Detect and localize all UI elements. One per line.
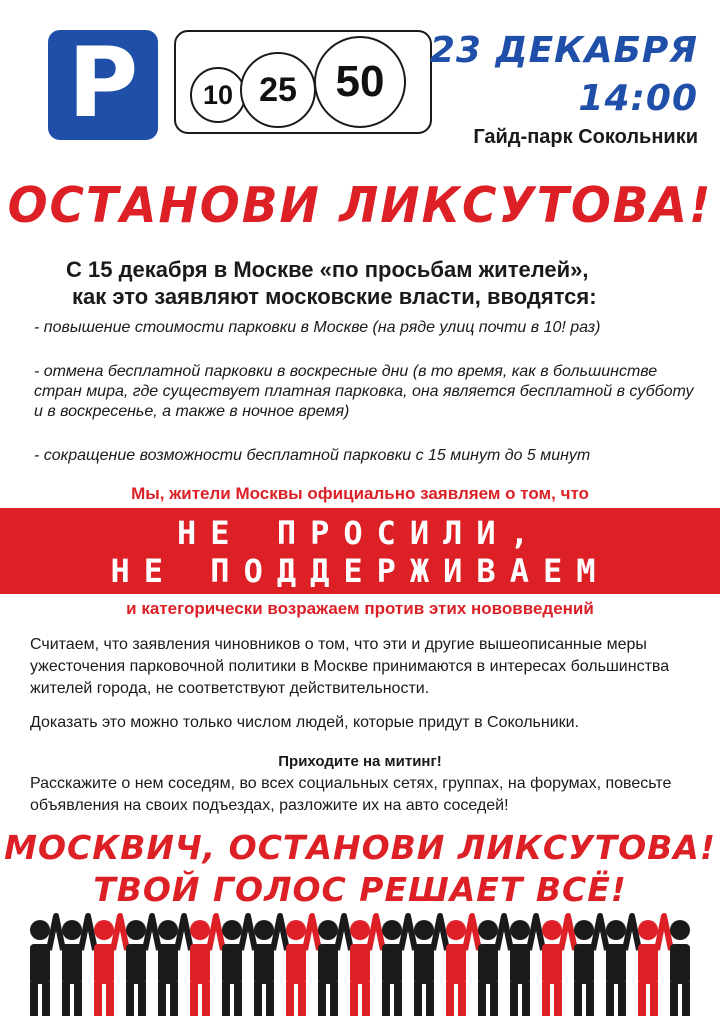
price-circle-small: 10 [190,67,246,123]
slogan: МОСКВИЧ, ОСТАНОВИ ЛИКСУТОВА! [4,828,716,867]
intro-text [66,256,686,310]
person-figure-icon [638,916,671,1016]
slogan: ТВОЙ ГОЛОС РЕШАЕТ ВСЁ! [93,870,627,909]
banner-line: НЕ ПОДДЕРЖИВАЕМ [110,552,610,590]
price-circle-medium: 25 [240,52,316,128]
person-figure-icon [254,916,287,1016]
bullet-item: - повышение стоимости парковки в Москве (на ряде улиц почти в 10! раз) [34,319,601,336]
person-figure-icon [382,916,415,1016]
red-banner [0,508,720,594]
person-figure-icon [670,920,690,1016]
price-circles-box [174,30,432,134]
intro-line: С 15 декабря в Москве «по просьбам жителей», [66,257,589,282]
call-to-action-title: Приходите на митинг! [278,753,442,770]
people-chain-illustration [24,908,696,1016]
person-figure-icon [574,916,607,1016]
person-figure-icon [286,916,319,1016]
person-figure-icon [62,916,95,1016]
statement-intro: Мы, жители Москвы официально заявляем о том, что [131,484,589,503]
price-circle-large: 50 [314,36,406,128]
person-figure-icon [158,916,191,1016]
person-figure-icon [190,916,223,1016]
person-figure-icon [318,916,351,1016]
person-figure-icon [30,916,63,1016]
paragraph: Считаем, что заявления чиновников о том, что эти и другие вышеописанные меры ужесточения парковочной политики в Москве принимаются в интересах большинства жителей города, не соответствуют действительности. [30,636,670,697]
person-figure-icon [350,916,383,1016]
person-figure-icon [542,916,575,1016]
person-figure-icon [222,916,255,1016]
person-figure-icon [446,916,479,1016]
paragraph: Расскажите о нем соседям, во всех социальных сетях, группах, на форумах, повесьте объявления на своих подъездах, разложите их на авто соседей! [30,775,672,814]
parking-sign-icon [48,27,158,140]
person-figure-icon [94,916,127,1016]
paragraph: Доказать это можно только числом людей, которые придут в Сокольники. [30,714,580,731]
parking-letter: P [67,27,139,139]
person-figure-icon [414,916,447,1016]
bullet-list [34,318,694,490]
person-figure-icon [606,916,639,1016]
person-figure-icon [478,916,511,1016]
event-place: Гайд-парк Сокольники [473,126,698,148]
person-figure-icon [126,916,159,1016]
event-time: 14:00 [578,78,698,119]
banner-line: НЕ ПРОСИЛИ, [177,514,543,552]
main-headline: ОСТАНОВИ ЛИКСУТОВА! [7,176,713,235]
bullet-item: - сокращение возможности бесплатной парковки с 15 минут до 5 минут [34,447,591,464]
statement-outro: и категорически возражаем против этих нововведений [126,599,594,618]
bullet-item: - отмена бесплатной парковки в воскресные дни (в то время, как в большинстве стран мира, где существует платная парковка, она является бесплатной в субботу и в воскресенье, а также в ночное время) [34,363,694,420]
event-date: 23 ДЕКАБРЯ [429,30,698,71]
person-figure-icon [510,916,543,1016]
intro-line: как это заявляют московские власти, вводятся: [72,284,597,309]
